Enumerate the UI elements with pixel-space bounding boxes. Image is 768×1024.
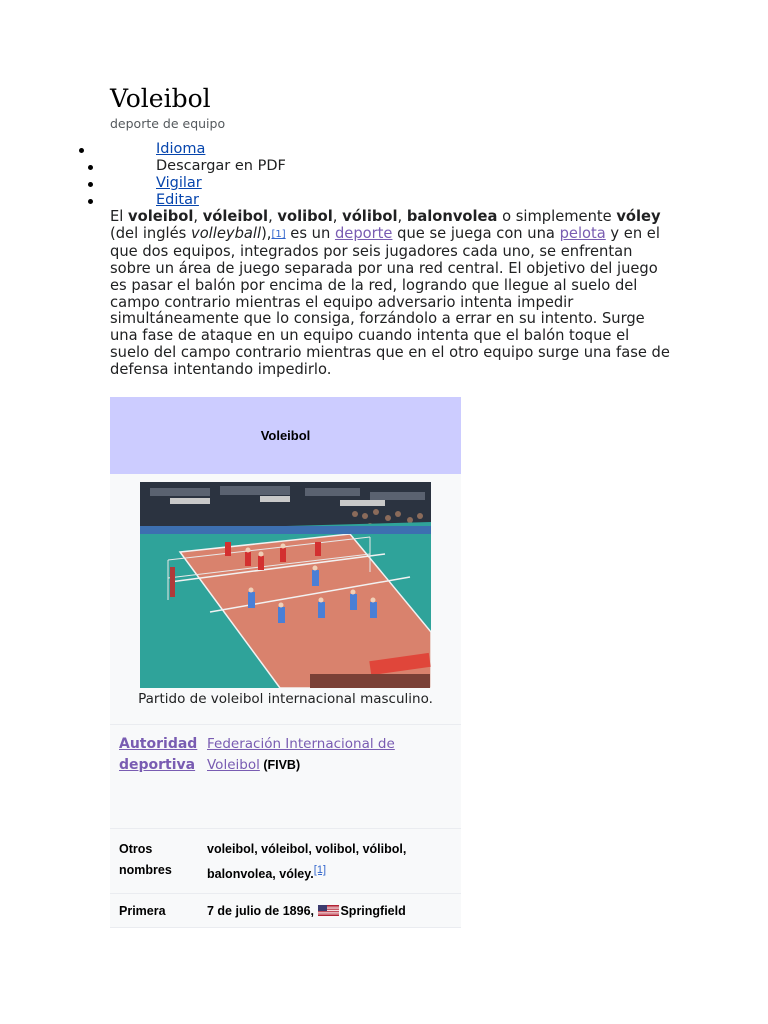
other-names-text: voleibol, vóleibol, volibol, vólibol, balonvolea, vóley.: [207, 842, 407, 882]
infobox-header: Voleibol: [110, 397, 461, 474]
term-bold: vóley: [616, 208, 661, 225]
intro-text: ,: [193, 208, 203, 225]
intro-text: El: [110, 208, 129, 225]
intro-text: y en el que dos equipos, integrados por seis jugadores cada uno, se enfrentan sobre un área de juego separada por una red central. El objetivo del juego es pasar el balón por encima de la red, logrando que llegue al suelo del campo contrario mientras el equipo adversario intenta impedir simultáneamente que lo consiga, forzándolo a errar en su intento. Surge una fase de ataque en un equipo cuando intenta que el balón toque el suelo del campo contrario mientras que en el otro equipo surge una fase de defensa intentando impedirlo.: [110, 224, 670, 379]
intro-text: o simplemente: [497, 208, 617, 225]
intro-text: ,: [332, 208, 343, 225]
intro-text: es un: [285, 224, 335, 242]
pelota-link[interactable]: pelota: [559, 224, 606, 242]
infobox-value: [207, 904, 406, 918]
infobox-image-cell: [110, 474, 461, 724]
term-italic: volleyball: [191, 224, 262, 242]
watch-link[interactable]: Vigilar: [156, 175, 202, 191]
infobox-row-primera: [110, 893, 461, 928]
intro-text: ,: [268, 208, 278, 225]
intro-text: (del inglés: [110, 224, 191, 242]
infobox-value: [207, 734, 437, 775]
term-bold: vólibol: [342, 208, 398, 225]
reference-sup: [271, 229, 285, 240]
bullet-icon: [79, 148, 84, 153]
image-caption: Partido de voleibol internacional masculino.: [138, 691, 433, 707]
reference-sup: [314, 865, 326, 876]
intro-text: ,: [397, 208, 407, 225]
autoridad-deportiva-link[interactable]: Autoridad deportiva: [119, 736, 198, 773]
usa-flag-icon: [318, 905, 339, 916]
infobox-label: [119, 734, 198, 775]
infobox-row-otros-nombres: [110, 828, 461, 893]
edit-link[interactable]: Editar: [156, 192, 199, 208]
term-bold: balonvolea: [406, 208, 498, 225]
intro-paragraph: [110, 209, 670, 379]
infobox-label: Primera: [119, 904, 166, 918]
deporte-link[interactable]: deporte: [334, 224, 393, 242]
fivb-link[interactable]: Federación Internacional de Voleibol: [207, 736, 395, 773]
first-date-text: 7 de julio de 1896,: [207, 904, 318, 918]
page-title: Voleibol: [110, 84, 211, 113]
term-bold: volibol: [277, 208, 333, 225]
bullet-icon: [88, 165, 93, 170]
infobox-label: Otros nombres: [119, 842, 172, 877]
term-bold: voleibol: [128, 208, 194, 225]
volleyball-match-photo[interactable]: [140, 482, 431, 688]
language-link[interactable]: Idioma: [156, 141, 206, 157]
intro-text: que se juega con una: [392, 224, 560, 242]
page-subtitle: deporte de equipo: [110, 116, 226, 131]
infobox-row-autoridad: [110, 724, 461, 828]
reference-link[interactable]: [1]: [271, 228, 286, 240]
fivb-abbr: (FIVB): [259, 757, 301, 772]
download-pdf-text[interactable]: Descargar en PDF: [156, 158, 286, 174]
infobox-value: [207, 839, 447, 885]
first-place-text: Springfield: [340, 904, 406, 918]
intro-text: ),: [261, 224, 272, 242]
infobox: [110, 397, 461, 928]
bullet-icon: [88, 182, 93, 187]
bullet-icon: [88, 199, 93, 204]
term-bold: vóleibol: [202, 208, 269, 225]
reference-link[interactable]: [1]: [313, 864, 326, 876]
